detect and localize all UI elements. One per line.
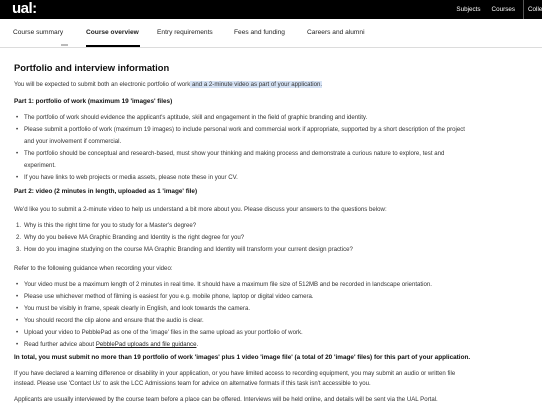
part1-title: Part 1: portfolio of work (maximum 19 'images' files) — [14, 98, 173, 105]
top-bar — [0, 0, 553, 19]
tab-entry-requirements[interactable]: Entry requirements — [157, 29, 213, 36]
pebblepad-guidance-link[interactable]: PebblePad uploads and file guidance — [95, 341, 197, 348]
total-note: In total, you must submit no more than 19 portfolio of work 'images' plus 1 video 'image file' (a total of 20 'image' files) for this part of your application. — [14, 354, 471, 361]
nav-colleges[interactable]: Colleges — [528, 6, 553, 13]
ual-logo[interactable]: ual: — [12, 0, 37, 17]
tab-course-overview[interactable]: Course overview — [86, 29, 139, 36]
difference-note-line2: instead. Please use 'Contact Us' to ask the LCC Admissions team for advice on alternative formats if this task isn't accessible to you. — [14, 380, 371, 387]
intro-text — [14, 81, 322, 88]
top-nav — [445, 0, 553, 19]
part2-intro: We'd like you to submit a 2-minute video to help us understand a bit more about you. Please discuss your answers to the questions below: — [14, 206, 387, 213]
part2-title: Part 2: video (2 minutes in length, uploaded as 1 'image' file) — [14, 188, 198, 195]
tab-careers-and-alumni[interactable]: Careers and alumni — [307, 29, 365, 36]
guidance-intro: Refer to the following guidance when recording your video: — [14, 265, 173, 272]
difference-note-line1: If you have declared a learning difference or disability in your application, or you have limited access to recording equipment, you may submit an audio or written file — [14, 370, 456, 377]
tab-fees-and-funding[interactable]: Fees and funding — [234, 29, 285, 36]
scrolled-heading-fragment — [61, 44, 68, 46]
course-tabs — [0, 19, 542, 48]
tab-course-summary[interactable]: Course summary — [13, 29, 64, 36]
nav-subjects[interactable]: Subjects — [456, 6, 481, 13]
active-tab-indicator — [86, 45, 140, 47]
interview-note: Applicants are usually interviewed by the course team before a place can be offered. Interviews will be held online, and details will be sent via the UAL Portal. — [14, 396, 438, 403]
section-title: Portfolio and interview information — [14, 62, 170, 73]
nav-courses[interactable]: Courses — [491, 6, 515, 13]
intro-plain: You will be expected to submit both an electronic portfolio of work — [14, 81, 191, 88]
nav-divider — [523, 0, 524, 19]
intro-highlight: and a 2-minute video as part of your application. — [190, 81, 323, 88]
